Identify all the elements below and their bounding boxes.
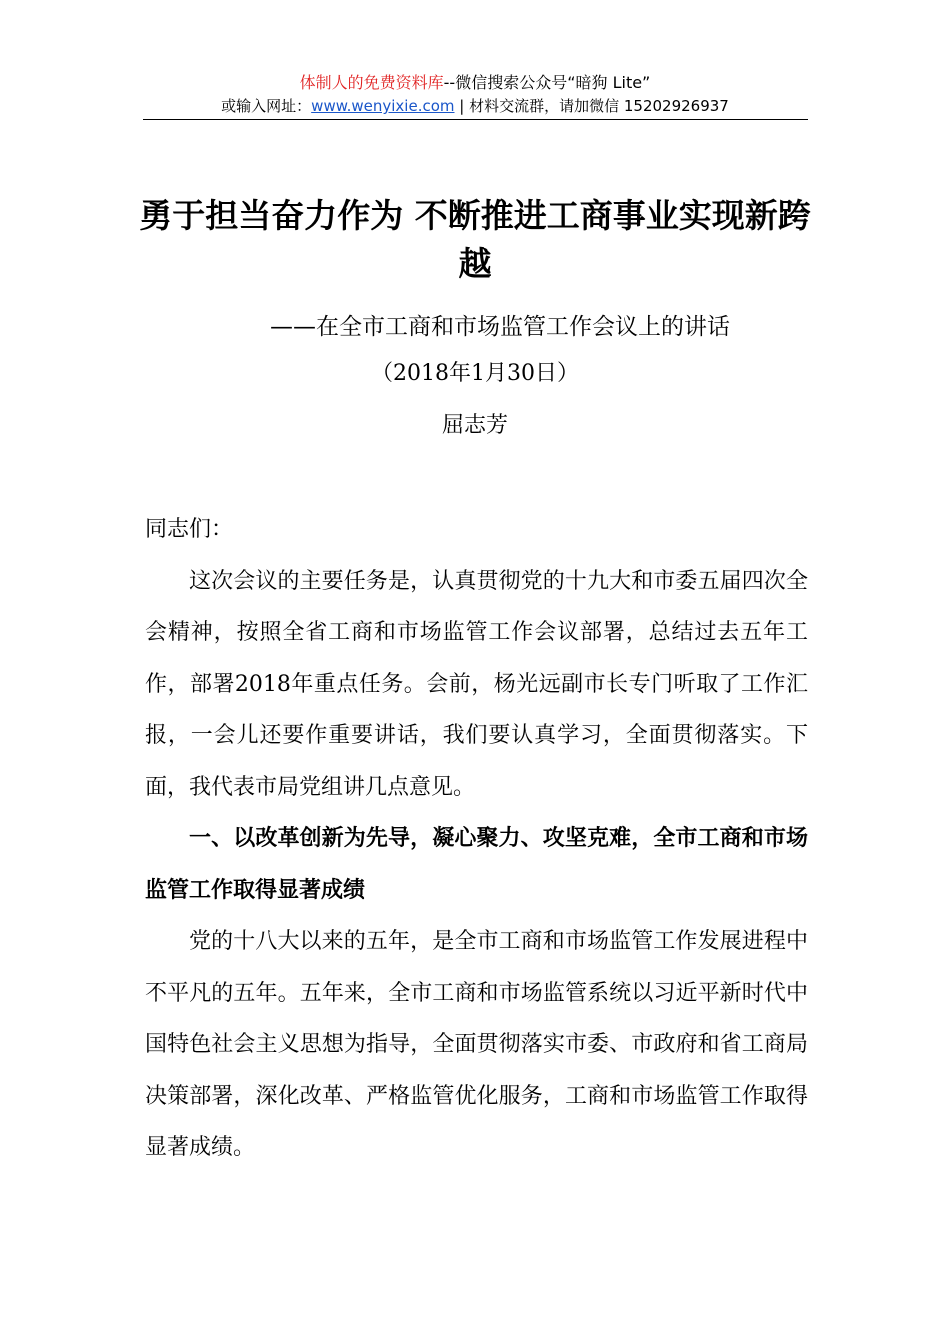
section-heading-1: 一、以改革创新为先导，凝心聚力、攻坚克难，全市工商和市场监管工作取得显著成绩 [145,826,808,903]
url-prefix: 或输入网址： [221,97,312,115]
header-separator: | [454,97,470,115]
paragraph-1: 这次会议的主要任务是，认真贯彻党的十九大和市委五届四次全会精神，按照全省工商和市场监管工作会议部署，总结过去五年工作，部署2018年重点任务。会前，杨光远副市长专门听取了工作汇报，一会儿还要作重要讲话，我们要认真学习，全面贯彻落实。下面，我代表市局党组讲几点意见。 [145,568,808,800]
header-line-2 [0,95,950,117]
wechat-text: --微信搜索公众号“暗狗 Lite” [443,73,651,92]
document-date: （2018年1月30日） [371,361,579,386]
paragraph-2: 党的十八大以来的五年，是全市工商和市场监管工作发展进程中不平凡的五年。五年来，全市工商和市场监管系统以习近平新时代中国特色社会主义思想为指导，全面贯彻落实市委、市政府和省工商局决策部署，深化改革、严格监管优化服务，工商和市场监管工作取得显著成绩。 [145,929,808,1160]
website-link[interactable]: www.wenyixie.com [311,97,455,115]
header-divider [143,119,808,120]
document-title: 勇于担当奋力作为 不断推进工商事业实现新跨越 [139,196,811,283]
document-body [145,504,808,1174]
salutation: 同志们： [145,517,234,542]
document-author: 屈志芳 [441,413,508,438]
document-subtitle: ——在全市工商和市场监管工作会议上的讲话 [270,314,730,340]
header-line-1 [0,72,950,94]
contact-text: 材料交流群，请加微信 15202926937 [469,97,729,115]
brand-text: 体制人的免费资料库 [299,73,444,92]
